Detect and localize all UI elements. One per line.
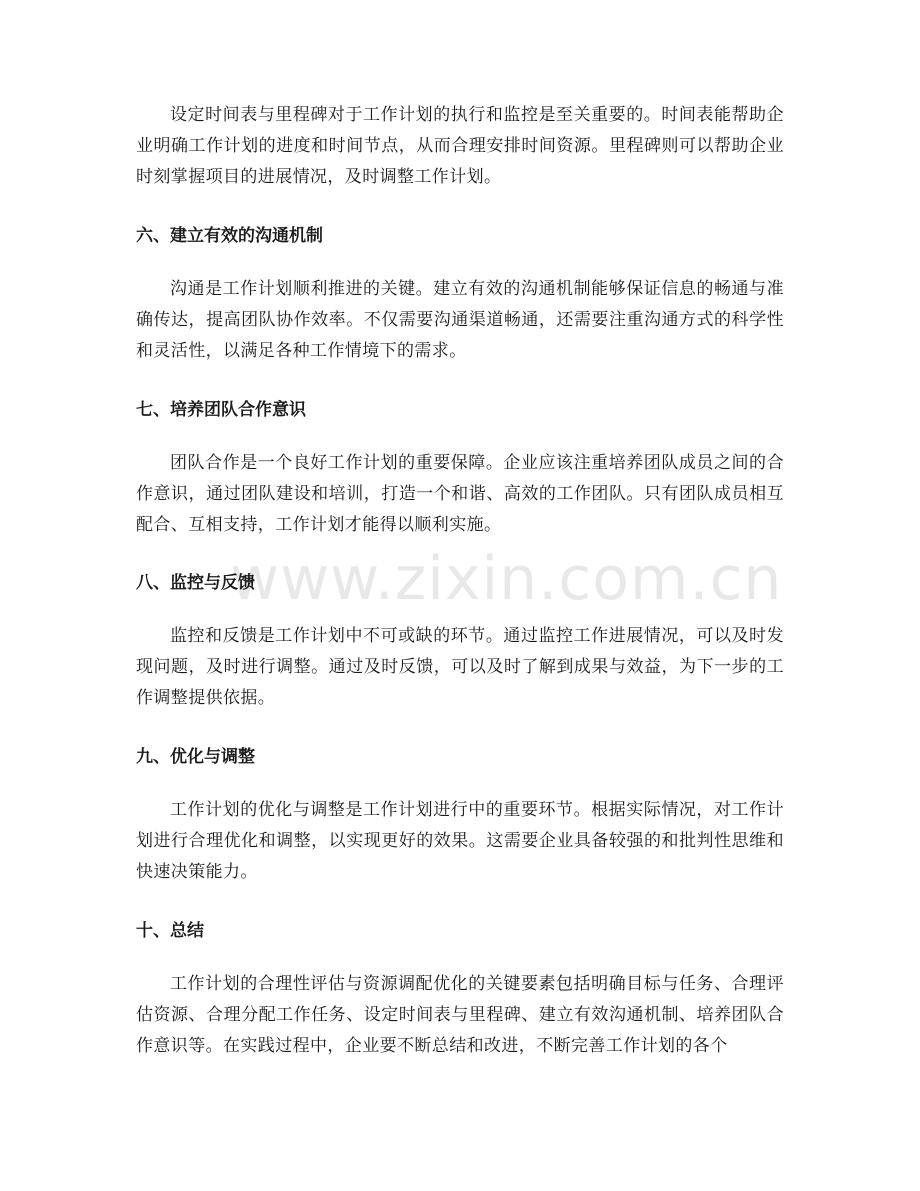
heading-monitoring-feedback: 八、监控与反馈 (136, 573, 255, 593)
heading-summary: 十、总结 (136, 921, 204, 941)
paragraph-communication: 沟通是工作计划顺利推进的关键。建立有效的沟通机制能够保证信息的畅通与准确传达，提高团队协作效率。不仅需要沟通渠道畅通，还需要注重沟通方式的科学性和灵活性，以满足各种工作情境下的需求。 (136, 279, 784, 361)
paragraph-summary: 工作计划的合理性评估与资源调配优化的关键要素包括明确目标与任务、合理评估资源、合理分配工作任务、设定时间表与里程碑、建立有效沟通机制、培养团队合作意识等。在实践过程中，企业要不断总结和改进，不断完善工作计划的各个 (136, 974, 784, 1056)
document-body (136, 100, 784, 1062)
paragraph-timeline-milestones: 设定时间表与里程碑对于工作计划的执行和监控是至关重要的。时间表能帮助企业明确工作计划的进度和时间节点，从而合理安排时间资源。里程碑则可以帮助企业时刻掌握项目的进展情况，及时调整工作计划。 (136, 105, 784, 187)
watermark: www.zixin.com.cn (230, 544, 783, 614)
paragraph-optimization: 工作计划的优化与调整是工作计划进行中的重要环节。根据实际情况，对工作计划进行合理优化和调整，以实现更好的效果。这需要企业具备较强的和批判性思维和快速决策能力。 (136, 800, 784, 882)
heading-communication: 六、建立有效的沟通机制 (136, 226, 323, 246)
paragraph-teamwork: 团队合作是一个良好工作计划的重要保障。企业应该注重培养团队成员之间的合作意识，通过团队建设和培训，打造一个和谐、高效的工作团队。只有团队成员相互配合、互相支持，工作计划才能得以顺利实施。 (136, 453, 784, 535)
heading-teamwork: 七、培养团队合作意识 (136, 400, 306, 420)
heading-optimization: 九、优化与调整 (136, 747, 255, 767)
paragraph-monitoring-feedback: 监控和反馈是工作计划中不可或缺的环节。通过监控工作进展情况，可以及时发现问题，及时进行调整。通过及时反馈，可以及时了解到成果与效益，为下一步的工作调整提供依据。 (136, 626, 784, 708)
